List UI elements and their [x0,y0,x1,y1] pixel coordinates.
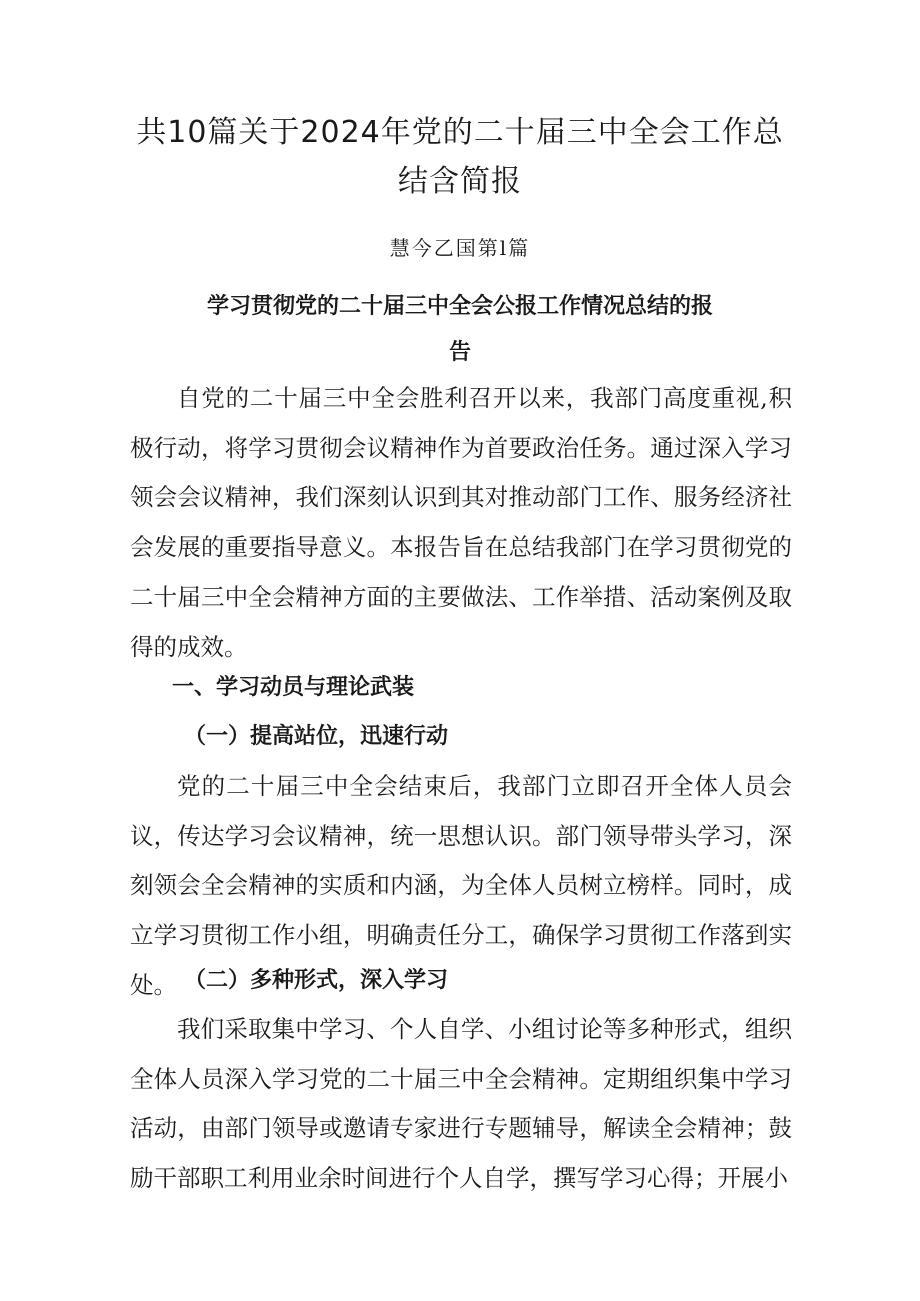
body-paragraph: 党的二十届三中全会结束后，我部门立即召开全体人员会议，传达学习会议精神，统一思想认识。部门领导带头学习，深刻领会全会精神的实质和内涵，为全体人员树立榜样。同时，成立学习贯彻工作小组，明确责任分工，确保学习贯彻工作落到实处。 [130,772,792,999]
intro-paragraph: 自党的二十届三中全会胜利召开以来，我部门高度重视,积极行动，将学习贯彻会议精神作为首要政治任务。通过深入学习领会会议精神，我们深刻认识到其对推动部门工作、服务经济社会发展的重要指导意义。本报告旨在总结我部门在学习贯彻党的二十届三中全会精神方面的主要做法、工作举措、活动案例及取得的成效。 [130,384,792,661]
section-heading: 一、学习动员与理论武装 [172,675,415,700]
document-title: 共10篇关于2024年党的二十届三中全会工作总结含简报 [136,115,784,199]
subsection-heading: （一）提高站位，迅速行动 [184,723,449,749]
subsection-heading: （二）多种形式，深入学习 [184,967,449,993]
report-title: 学习贯彻党的二十届三中全会公报工作情况总结的报告 [206,294,713,365]
part-label: 慧今乙国第l篇 [389,236,531,260]
body-paragraph: 我们采取集中学习、个人自学、小组讨论等多种形式，组织全体人员深入学习党的二十届三中全会精神。定期组织集中学习活动，由部门领导或邀请专家进行专题辅导，解读全会精神；鼓励干部职工利用业余时间进行个人自学，撰写学习心得；开展小 [130,1015,792,1193]
